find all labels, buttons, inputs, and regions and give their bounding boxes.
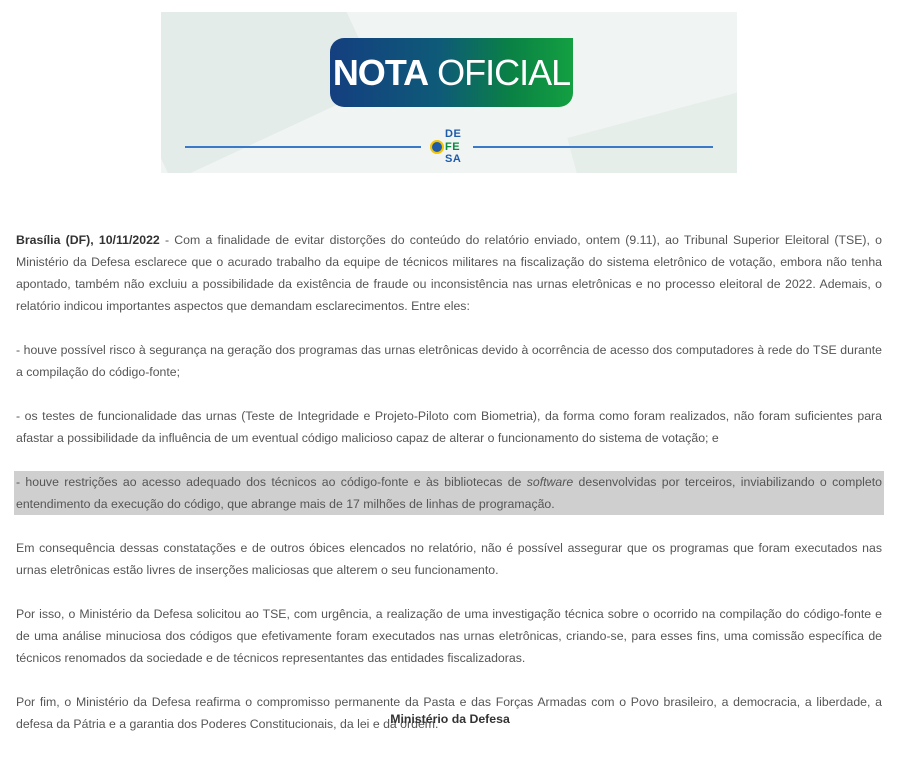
logo-text: DE FE SA — [445, 128, 462, 165]
nota-oficial-badge — [330, 38, 573, 107]
article-body — [16, 229, 882, 757]
banner-divider-left — [185, 146, 421, 148]
intro-text: - Com a finalidade de evitar distorções do conteúdo do relatório enviado, ontem (9.11), ao Tribunal Superior Eleitoral (TSE), o Ministério da Defesa esclarece que o acurado trabalho da equipe de técnicos militares na fiscalização do sistema eletrônico de votação, embora não tenha apontado, também não excluiu a possibilidade da existência de fraude ou inconsistência nas urnas eletrônicas e no processo eleitoral de 2022. Ademais, o relatório indicou importantes aspectos que demandam esclarecimentos. Entre eles: — [16, 233, 882, 313]
signature: Ministério da Defesa — [390, 712, 510, 726]
bullet-paragraph: - houve possível risco à segurança na geração dos programas das urnas eletrônicas devido à ocorrência de acesso dos computadores à rede do TSE durante a compilação do código-fonte; — [16, 343, 882, 379]
defesa-logo-icon — [430, 128, 470, 166]
badge-title-bold: NOTA — [332, 51, 429, 93]
bullet-paragraph: - os testes de funcionalidade das urnas (Teste de Integridade e Projeto-Piloto com Biometria), da forma como foram realizados, não foram suficientes para afastar a possibilidade da influência de um eventual código malicioso capaz de alterar o funcionamento do sistema de votação; e — [16, 409, 882, 445]
banner-background-shape — [567, 71, 737, 173]
request-paragraph: Por isso, o Ministério da Defesa solicitou ao TSE, com urgência, a realização de uma investigação técnica sobre o ocorrido na compilação do código-fonte e de uma análise minuciosa dos códigos que efetivamente foram executados nas urnas eletrônicas, criando-se, para esses fins, uma comissão específica de técnicos renomados da sociedade e de técnicos representantes das entidades fiscalizadoras. — [16, 607, 882, 665]
badge-title-regular: OFICIAL — [437, 51, 571, 93]
consequence-paragraph: Em consequência dessas constatações e de outros óbices elencados no relatório, não é possível assegurar que os programas que foram executados nas urnas eletrônicas estão livres de inserções maliciosas que alterem o seu funcionamento. — [16, 541, 882, 577]
software-emphasis: software — [526, 475, 574, 489]
banner-divider-right — [473, 146, 713, 148]
highlighted-bullet-paragraph: - houve restrições ao acesso adequado dos técnicos ao código-fonte e às bibliotecas de software desenvolvidas por terceiros, inviabilizando o completo entendimento da execução do código, que abrange mais de 17 milhões de linhas de programação. — [14, 471, 884, 515]
dateline: Brasília (DF), 10/11/2022 — [16, 233, 160, 247]
logo-globe-icon — [430, 140, 444, 154]
nota-oficial-banner — [161, 12, 737, 173]
intro-paragraph — [16, 229, 882, 317]
closing-paragraph: Por fim, o Ministério da Defesa reafirma o compromisso permanente da Pasta e das Forças Armadas com o Povo brasileiro, a democracia, a liberdade, a defesa da Pátria e a garantia dos Poderes Constitucionais, da lei e da ordem. — [16, 695, 882, 731]
